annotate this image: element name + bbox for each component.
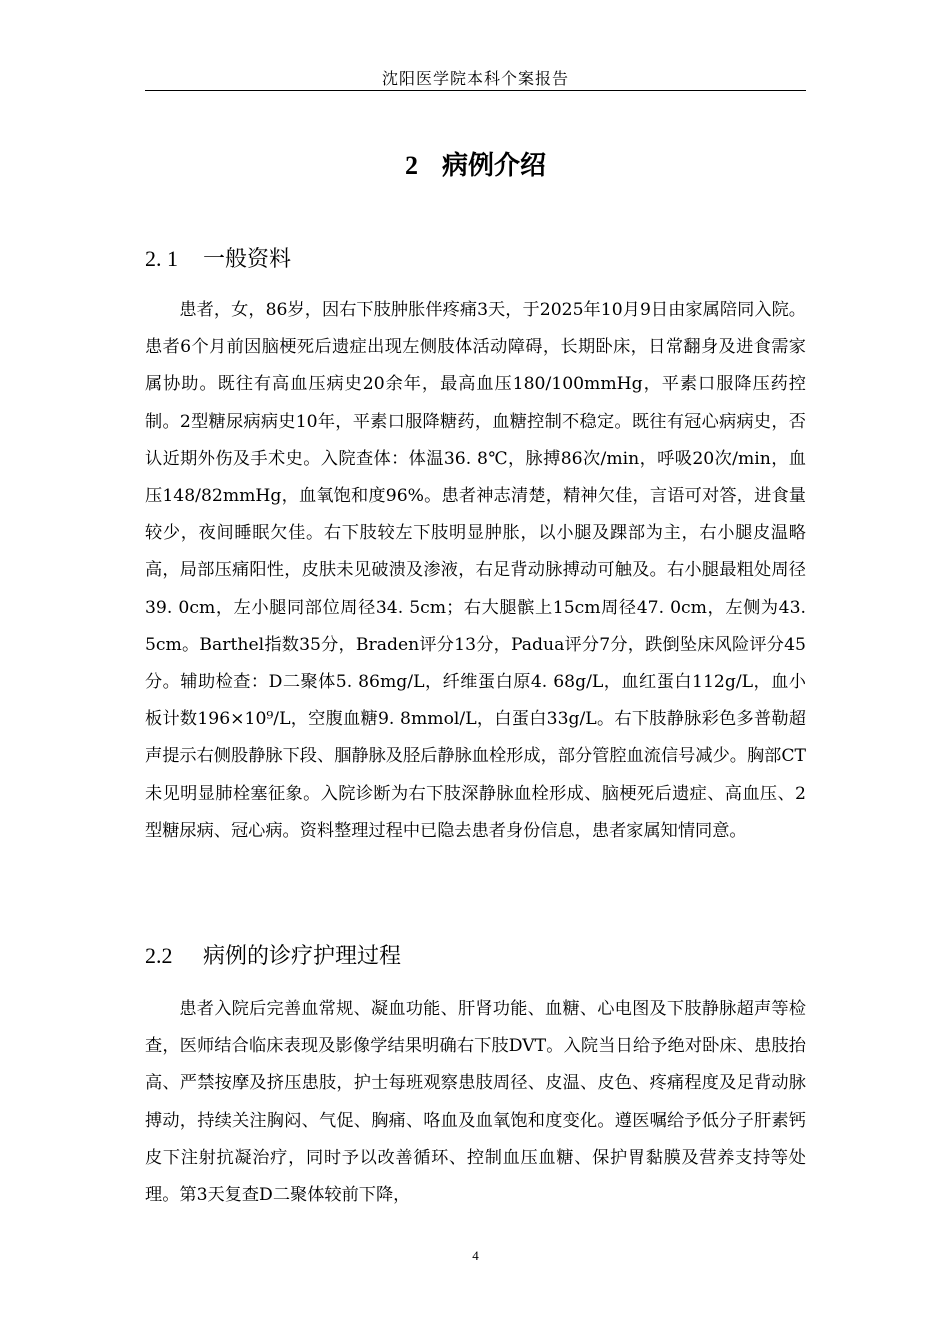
section-heading-general-info — [145, 243, 291, 276]
section-title-text: 一般资料 — [203, 247, 292, 272]
paragraph-general-info: 患者，女，86岁，因右下肢肿胀伴疼痛3天，于2025年10月9日由家属陪同入院。患者6个月前因脑梗死后遗症出现左侧肢体活动障碍，长期卧床，日常翻身及进食需家属协助。既往有高血压病史20余年，最高血压180/100mmHg，平素口服降压药控制。2型糖尿病病史10年，平素口服降糖药，血糖控制不稳定。既往有冠心病病史，否认近期外伤及手术史。入院查体：体温36. 8℃，脉搏86次/min，呼吸20次/min，血压148/82mmHg，血氧饱和度96%。患者神志清楚，精神欠佳，言语可对答，进食量较少，夜间睡眠欠佳。右下肢较左下肢明显肿胀，以小腿及踝部为主，右小腿皮温略高，局部压痛阳性，皮肤未见破溃及渗液，右足背动脉搏动可触及。右小腿最粗处周径39. 0cm，左小腿同部位周径34. 5cm；右大腿髌上15cm周径47. 0cm，左侧为43. 5cm。Barthel指数35分，Braden评分13分，Padua评分7分，跌倒坠床风险评分45分。辅助检查：D二聚体5. 86mg/L，纤维蛋白原4. 68g/L，血红蛋白112g/L，血小板计数196×10⁹/L，空腹血糖9. 8mmol/L，白蛋白33g/L。右下肢静脉彩色多普勒超声提示右侧股静脉下段、腘静脉及胫后静脉血栓形成，部分管腔血流信号减少。胸部CT未见明显肺栓塞征象。入院诊断为右下肢深静脉血栓形成、脑梗死后遗症、高血压、2型糖尿病、冠心病。资料整理过程中已隐去患者身份信息，患者家属知情同意。 — [145, 300, 806, 841]
section-number: 2. 1 — [145, 246, 178, 271]
page-number: 4 — [472, 1248, 479, 1263]
section-heading-treatment-process — [145, 940, 401, 973]
chapter-number: 2 — [404, 151, 418, 180]
section-number: 2.2 — [145, 943, 173, 968]
paragraph-treatment-process: 患者入院后完善血常规、凝血功能、肝肾功能、血糖、心电图及下肢静脉超声等检查，医师结合临床表现及影像学结果明确右下肢DVT。入院当日给予绝对卧床、患肢抬高、严禁按摩及挤压患肢，护士每班观察患肢周径、皮温、皮色、疼痛程度及足背动脉搏动，持续关注胸闷、气促、胸痛、咯血及血氧饱和度变化。遵医嘱给予低分子肝素钙皮下注射抗凝治疗，同时予以改善循环、控制血压血糖、保护胃黏膜及营养支持等处理。第3天复查D二聚体较前下降， — [145, 999, 806, 1206]
page-header: 沈阳医学院本科个案报告 — [145, 68, 806, 91]
section-title-text: 病例的诊疗护理过程 — [203, 944, 402, 969]
chapter-title — [145, 146, 806, 186]
chapter-title-text: 病例介绍 — [441, 151, 546, 181]
